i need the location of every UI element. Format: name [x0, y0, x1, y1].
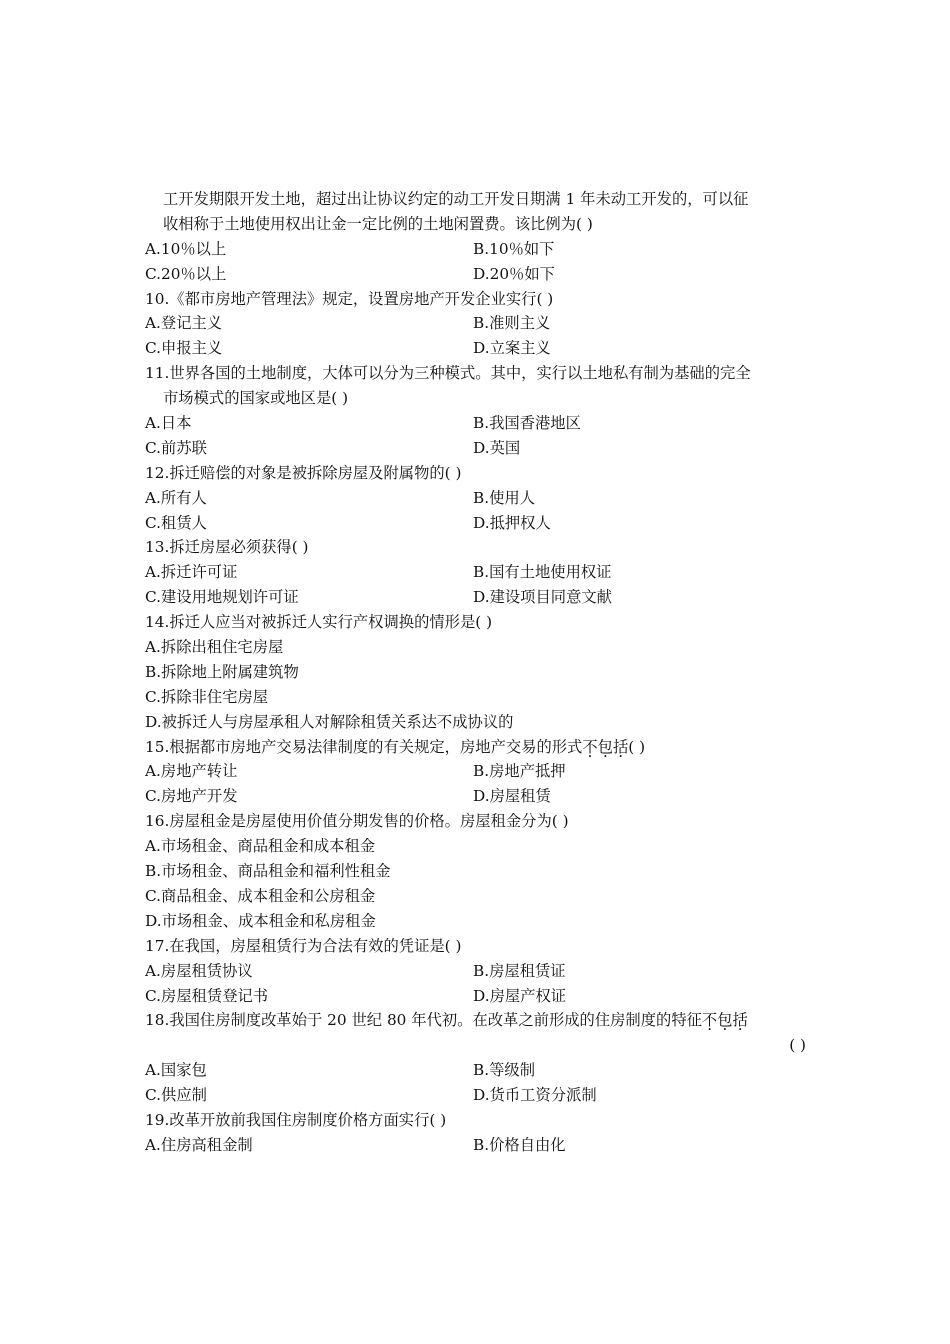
option-c: C.供应制: [145, 1086, 207, 1105]
option-c: C.房屋租赁登记书: [145, 986, 269, 1005]
option-c: C.拆除非住宅房屋: [145, 687, 269, 706]
question-10-options-row2: [145, 336, 810, 361]
question-15-options-row2: [145, 784, 810, 809]
question-19-options-row1: [145, 1133, 810, 1158]
option-d: D.英国: [473, 438, 521, 457]
question-9-stem-line1: 工开发期限开发土地，超过出让协议约定的动工开发日期满 1 年未动工开发的，可以征: [163, 190, 749, 208]
option-a: A.房地产转让: [145, 762, 238, 781]
question-11-options-row1: [145, 411, 810, 436]
answer-paren: ( ): [628, 737, 646, 756]
question-13-options-row2: [145, 585, 810, 610]
question-11-options-row2: [145, 436, 810, 461]
question-17-options-row1: [145, 959, 810, 984]
option-c: C.房地产开发: [145, 787, 238, 806]
question-19-stem: 19.改革开放前我国住房制度价格方面实行( ): [145, 1110, 447, 1129]
option-b: B.10％如下: [473, 239, 555, 258]
option-c: C.前苏联: [145, 438, 207, 457]
question-9-options-row1: [145, 237, 810, 262]
option-b: B.国有土地使用权证: [473, 563, 612, 582]
question-15-stem-text: 15.根据都市房地产交易法律制度的有关规定，房地产交易的形式: [145, 737, 583, 756]
option-a: A.拆迁许可证: [145, 563, 238, 582]
question-12-options-row2: [145, 511, 810, 536]
option-d: D.20％如下: [473, 264, 555, 283]
question-11-stem-line2: 市场模式的国家或地区是( ): [163, 389, 349, 408]
question-18-options-row1: [145, 1058, 810, 1083]
question-17-stem: 17.在我国，房屋租赁行为合法有效的凭证是( ): [145, 936, 462, 955]
option-d: D.建设项目同意文献: [473, 588, 612, 607]
question-18-stem: [145, 1008, 810, 1033]
answer-paren: ( ): [789, 1036, 806, 1055]
question-15-stem: [145, 735, 810, 760]
option-a: A.市场租金、商品租金和成本租金: [145, 837, 376, 856]
option-d: D.货币工资分派制: [473, 1086, 597, 1105]
option-c: C.租赁人: [145, 513, 207, 532]
option-b: B.房地产抵押: [473, 762, 566, 781]
question-17-options-row2: [145, 984, 810, 1009]
option-a: A.国家包: [145, 1061, 207, 1080]
emphasis-char: 括: [732, 1011, 748, 1030]
emphasis-char: 不: [701, 1011, 718, 1030]
option-d: D.抵押权人: [473, 513, 551, 532]
question-10-stem: 10.《都市房地产管理法》规定，设置房地产开发企业实行( ): [145, 289, 554, 308]
option-d: D.市场租金、成本租金和私房租金: [145, 911, 376, 930]
option-a: A.房屋租赁协议: [145, 961, 253, 980]
option-a: A.10％以上: [145, 239, 227, 258]
question-18-options-row2: [145, 1083, 810, 1108]
option-a: A.日本: [145, 414, 192, 433]
option-c: C.申报主义: [145, 339, 223, 358]
option-c: C.建设用地规划许可证: [145, 588, 299, 607]
question-15-options-row1: [145, 759, 810, 784]
option-b: B.房屋租赁证: [473, 961, 566, 980]
emphasis-char: 包: [717, 1011, 733, 1030]
option-a: A.登记主义: [145, 314, 223, 333]
option-a: A.所有人: [145, 488, 207, 507]
question-16-stem: 16.房屋租金是房屋使用价值分期发售的价格。房屋租金分为( ): [145, 812, 569, 831]
emphasis-char: 包: [597, 737, 613, 756]
exam-page: [145, 187, 810, 1158]
option-b: B.价格自由化: [473, 1135, 566, 1154]
option-c: C.20％以上: [145, 264, 227, 283]
option-a: A.住房高租金制: [145, 1135, 253, 1154]
question-12-options-row1: [145, 486, 810, 511]
option-d: D.被拆迁人与房屋承租人对解除租赁关系达不成协议的: [145, 712, 514, 731]
question-14-stem: 14.拆迁人应当对被拆迁人实行产权调换的情形是( ): [145, 613, 493, 632]
option-d: D.房屋租赁: [473, 787, 551, 806]
option-a: A.拆除出租住宅房屋: [145, 638, 284, 657]
option-b: B.使用人: [473, 488, 535, 507]
question-12-stem: 12.拆迁赔偿的对象是被拆除房屋及附属物的( ): [145, 463, 462, 482]
option-d: D.立案主义: [473, 339, 551, 358]
option-c: C.商品租金、成本租金和公房租金: [145, 886, 376, 905]
option-b: B.市场租金、商品租金和福利性租金: [145, 862, 391, 881]
question-9-options-row2: [145, 262, 810, 287]
question-11-stem-line1: 11.世界各国的土地制度，大体可以分为三种模式。其中，实行以土地私有制为基础的完全: [145, 364, 751, 383]
question-10-options-row1: [145, 311, 810, 336]
emphasis-char: 括: [612, 737, 629, 756]
option-b: B.拆除地上附属建筑物: [145, 662, 299, 681]
question-13-options-row1: [145, 560, 810, 585]
emphasis-char: 不: [582, 737, 598, 756]
option-b: B.等级制: [473, 1061, 535, 1080]
question-18-stem-text: 18.我国住房制度改革始于 20 世纪 80 年代初。在改革之前形成的住房制度的特征: [145, 1011, 702, 1030]
option-d: D.房屋产权证: [473, 986, 567, 1005]
question-9-stem-line2: 收相称于土地使用权出让金一定比例的土地闲置费。该比例为( ): [163, 214, 593, 233]
question-13-stem: 13.拆迁房屋必须获得( ): [145, 538, 309, 557]
option-b: B.准则主义: [473, 314, 551, 333]
option-b: B.我国香港地区: [473, 414, 581, 433]
